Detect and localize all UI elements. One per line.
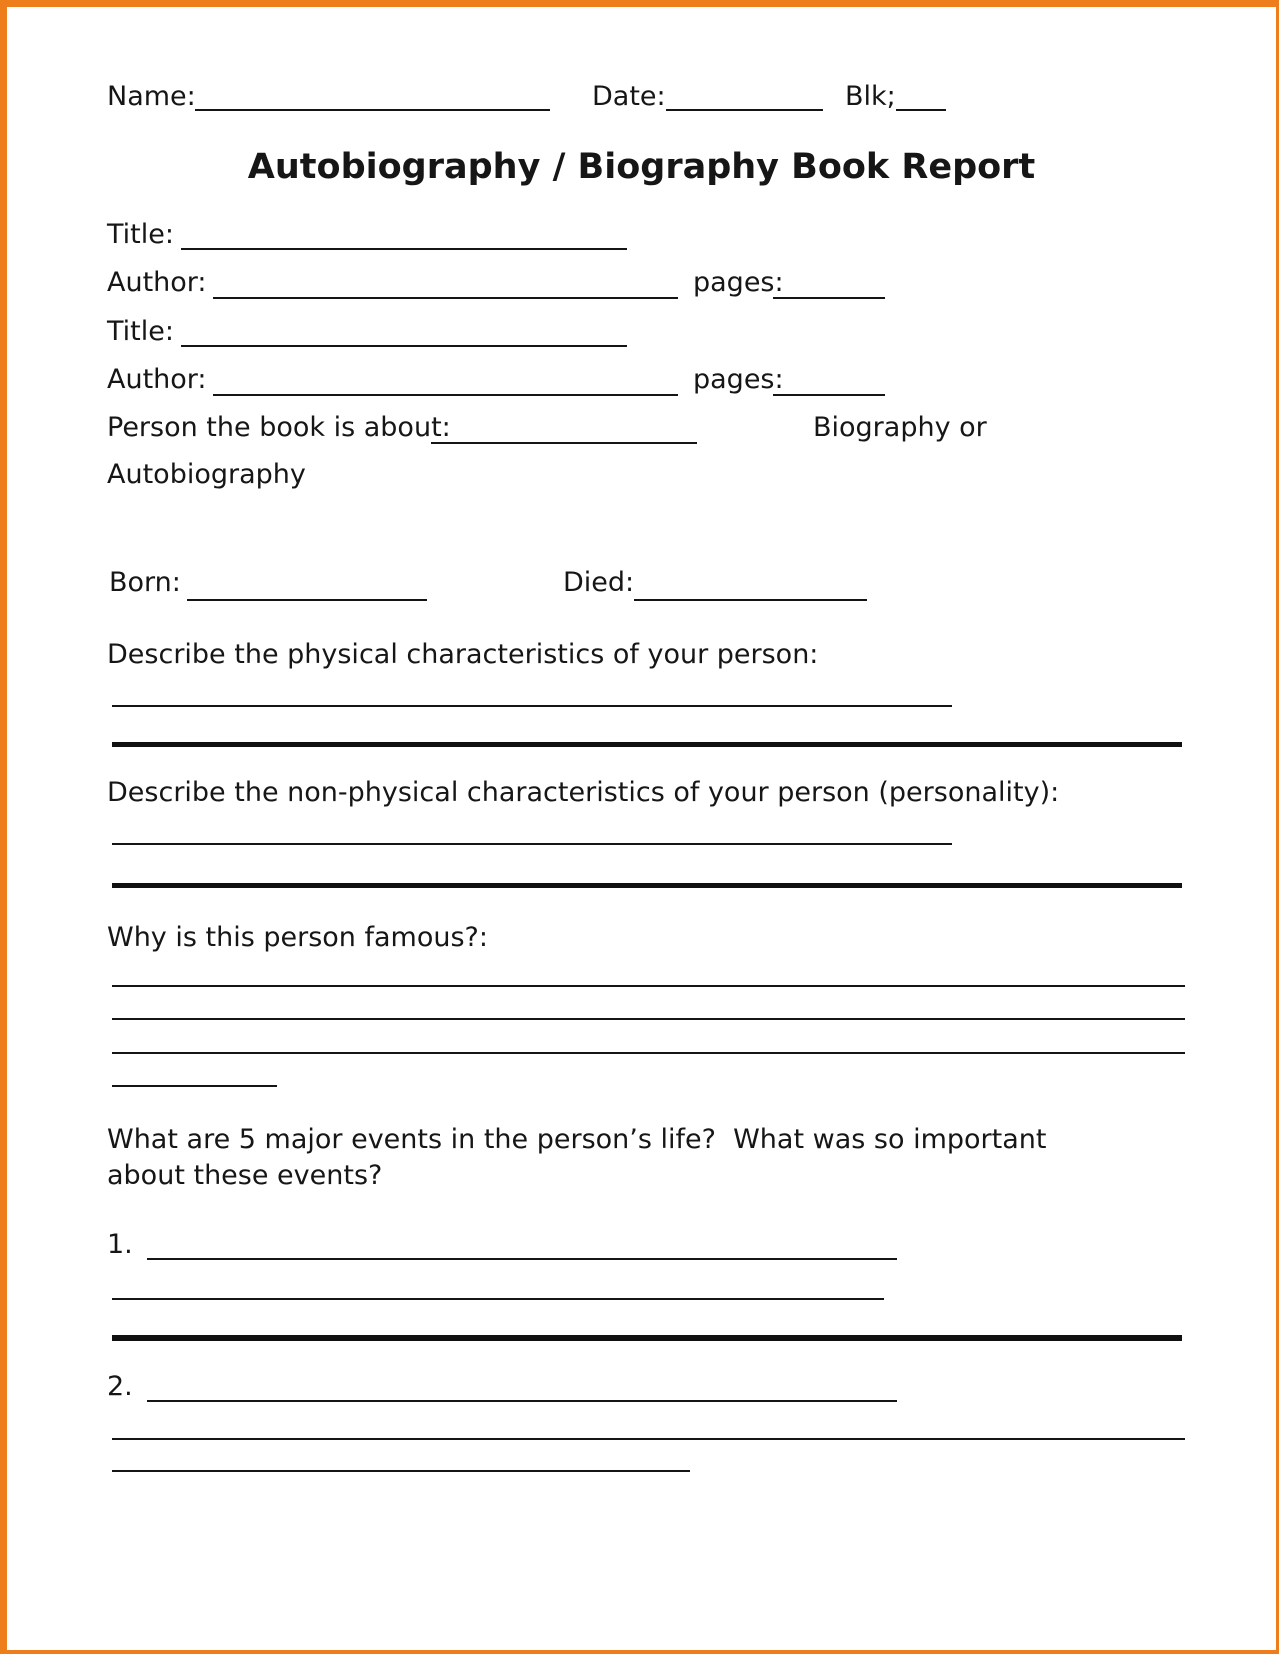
physical-prompt: Describe the physical characteristics of your person: [107, 639, 819, 670]
author2-blank-line [213, 394, 678, 396]
person-about-label: Person the book is about: [107, 412, 451, 443]
section-divider-3 [112, 1335, 1182, 1341]
section-divider-1 [112, 742, 1182, 747]
died-label: Died: [563, 567, 635, 598]
person-blank-line [431, 442, 697, 444]
non-physical-prompt: Describe the non-physical characteristics of your person (personality): [107, 777, 1060, 808]
pages2-blank-line [773, 394, 885, 396]
pages2-label: pages: [693, 364, 784, 395]
famous-answer-line-1 [112, 985, 1185, 987]
born-blank-line [187, 599, 427, 601]
author1-label: Author: [107, 267, 207, 298]
title1-label: Title: [107, 219, 174, 250]
blk-blank-line [896, 109, 946, 111]
events-prompt: What are 5 major events in the person’s life? What was so important about these events? [107, 1124, 1056, 1191]
event1-number: 1. [107, 1229, 133, 1260]
title1-blank-line [181, 248, 627, 250]
title2-label: Title: [107, 316, 174, 347]
pages1-blank-line [773, 297, 885, 299]
type-option-autobiography: Autobiography [107, 459, 306, 490]
physical-answer-line [112, 705, 952, 707]
date-label: Date: [592, 81, 666, 112]
title2-blank-line [181, 345, 627, 347]
event2-line-1 [147, 1400, 897, 1402]
section-divider-2 [112, 883, 1182, 888]
event1-line-1 [147, 1258, 897, 1260]
died-blank-line [634, 599, 867, 601]
event2-line-2 [112, 1438, 1185, 1440]
pages1-label: pages: [693, 267, 784, 298]
event2-number: 2. [107, 1371, 133, 1402]
event2-line-3 [112, 1470, 690, 1472]
date-blank-line [666, 109, 823, 111]
blk-label: Blk; [845, 81, 896, 112]
type-option-biography: Biography or [813, 412, 987, 443]
author2-label: Author: [107, 364, 207, 395]
famous-answer-line-4 [112, 1085, 277, 1087]
author1-blank-line [213, 297, 678, 299]
form-title: Autobiography / Biography Book Report [247, 147, 1036, 187]
name-label: Name: [107, 81, 196, 112]
famous-answer-line-2 [112, 1018, 1185, 1020]
famous-answer-line-3 [112, 1052, 1185, 1054]
non-physical-answer-line [112, 843, 952, 845]
born-label: Born: [109, 567, 181, 598]
event1-line-2 [112, 1298, 884, 1300]
famous-prompt: Why is this person famous?: [107, 922, 488, 953]
name-blank-line [195, 109, 550, 111]
